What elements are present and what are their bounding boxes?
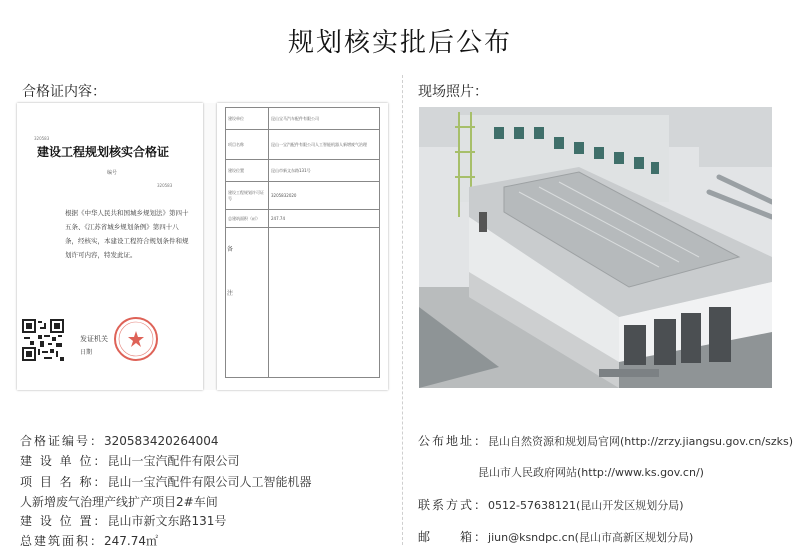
detail-key: 建设单位 (226, 108, 269, 130)
publish-address-1 (418, 432, 793, 449)
detail-key: 建设工程规划许可证号 (226, 182, 269, 210)
site-photo (419, 107, 772, 388)
field-project-name (20, 472, 320, 512)
page-title: 规划核实批后公布 (287, 28, 512, 58)
publish-link-2[interactable]: 昆山市人民政府网站(http://www.ks.gov.cn/) (478, 466, 704, 479)
qr-code-icon (22, 319, 64, 361)
official-seal-icon (112, 315, 160, 363)
field-key: 总建筑面积： (20, 534, 105, 548)
certificate-scan (17, 103, 388, 390)
building-photo-illustration (419, 107, 772, 388)
contact-phone (418, 496, 684, 513)
phone-label: 联系方式： (418, 498, 489, 512)
certificate-body-text: 根据《中华人民共和国城乡规划法》第四十五条、《江苏省城乡规划条例》第四十八条，经核实，本建设工程符合规划条件和规划许可内容，特发此证。 (65, 209, 189, 259)
field-key: 合格证编号： (20, 434, 105, 448)
photo-section-label: 现场照片： (418, 84, 488, 100)
email-value[interactable]: jiun@ksndpc.cn(昆山市高新区规划分局) (488, 531, 694, 544)
detail-key: 项目名称 (226, 130, 269, 160)
remark-label: 备注 (227, 246, 234, 297)
detail-value: 昆山一宝汽配件有限公司人工智能机器人新增废气治理 (269, 130, 380, 160)
publish-label: 公布地址： (418, 434, 489, 448)
remark-value (269, 228, 380, 378)
certificate-serial: 320583 (157, 183, 173, 188)
certificate-section-label: 合格证内容： (22, 84, 106, 100)
issuer-block (80, 332, 108, 360)
field-key: 建 设 单 位： (20, 454, 108, 468)
field-builder (20, 452, 239, 469)
detail-key: 建设位置 (226, 160, 269, 182)
certificate-details-page (217, 103, 388, 390)
detail-value: 247.74 (269, 210, 380, 228)
certificate-top-number: 320583 (34, 136, 50, 141)
field-value: 320583420264004 (104, 434, 219, 448)
phone-value: 0512-57638121(昆山开发区规划分局) (488, 499, 684, 512)
certificate-front-page (17, 103, 203, 390)
field-value: 昆山市新文东路131号 (107, 514, 227, 528)
detail-value: 3205832020 (269, 182, 380, 210)
field-key: 建 设 位 置： (20, 514, 108, 528)
field-value: 昆山一宝汽配件有限公司 (107, 454, 240, 468)
certificate-detail-table (225, 107, 380, 378)
contact-email (418, 528, 693, 545)
publish-link-1[interactable]: 昆山自然资源和规划局官网(http://zrzy.jiangsu.gov.cn/szks) (488, 435, 794, 448)
certificate-number-label: 编号 (107, 170, 118, 176)
field-value: 247.74㎡ (104, 534, 159, 548)
publish-address-2 (478, 464, 704, 480)
field-certificate-number (20, 432, 219, 449)
email-label: 邮 箱： (418, 530, 489, 544)
issuer-label: 发证机关 (80, 335, 108, 343)
field-floor-area (20, 532, 158, 549)
column-divider (402, 75, 404, 545)
field-key: 项 目 名 称： (20, 475, 108, 489)
detail-value: 昆山市新文东路131号 (269, 160, 380, 182)
detail-key: 总建筑面积（㎡） (226, 210, 269, 228)
date-label: 日期 (80, 349, 93, 356)
field-value: 昆山一宝汽配件有限公司人工智能机器人新增废气治理产线扩产项目2#车间 (20, 475, 312, 509)
detail-value: 昆山宝马汽车配件有限公司 (269, 108, 380, 130)
field-location (20, 512, 226, 529)
certificate-title: 建设工程规划核实合格证 (37, 145, 170, 159)
